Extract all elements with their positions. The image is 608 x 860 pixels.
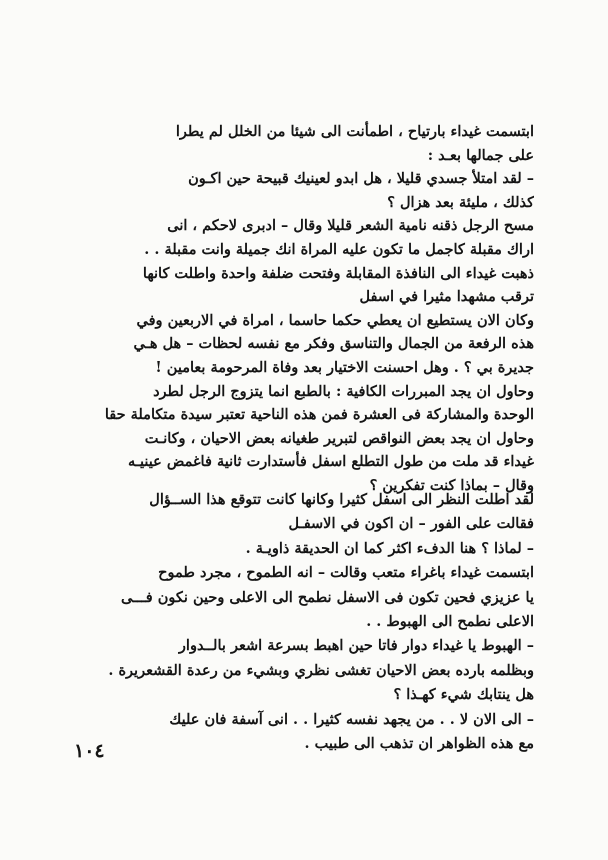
text-line: مع هذه الظواهر ان تذهب الى طبيب . <box>304 734 534 752</box>
text-line: الاعلى نطمح الى الهبوط . . <box>366 612 534 630</box>
text-line: وقال – بماذا كنت تفكرين ؟ <box>369 476 534 494</box>
text-line: وحاول ان يجد المبررات الكافية : بالطبع انما يتزوج الرجل لطرد <box>153 382 534 400</box>
text-line: ذهبت غيداء الى النافذة المقابلة وفتحت ضلفة واحدة واطلت كانها <box>142 264 534 282</box>
text-line: وكان الان يستطيع ان يعطي حكما حاسما ، امراة في الاربعين وفي <box>136 311 534 329</box>
text-line: وحاول ان يجد بعض النواقص لتبرير طغيانه بعض الاحيان ، وكانـت <box>144 429 534 447</box>
text-line: على جمالها بعـد : <box>427 146 534 164</box>
text-line: مسح الرجل ذقنه نامية الشعر قليلا وقال – ادبرى لاحكم ، انى <box>167 217 534 235</box>
text-line: – لماذا ؟ هنا الدفء اكثر كما ان الحديقة ذاويـة . <box>245 539 534 557</box>
text-line: هذه الرفعة من الجمال والتناسق وفكر مع نفسه لحظات – هل هـي <box>133 335 534 353</box>
text-line: غيداء قد ملت من طول التطلع اسفل فأستدارت ثانية فاغمض عينيـه <box>127 453 534 471</box>
text-line: – لقد امتلأ جسدي قليلا ، هل ابدو لعينيك قبيحة حين اكـون <box>188 170 534 188</box>
text-line: – الهبوط يا غيداء دوار فاتا حين اهبط بسرعة اشعر بالــدوار <box>178 637 534 655</box>
text-line: وبظلمه بارده بعض الاحيان تغشى نظري وبشيء من رعدة القشعريرة . <box>108 661 534 679</box>
page-number: ١٠٤ <box>74 740 105 762</box>
text-line: لقد اطلت النظر الى اسفل كثيرا وكانها كانت تتوقع هذا الســؤال <box>149 491 534 508</box>
text-line: الوحدة والمشاركة فى العشرة فمن هذه الناحية تعتبر سيدة متكاملة حقا <box>104 406 534 424</box>
text-line: ترقب مشهدا مثيرا في اسفل <box>359 288 534 306</box>
text-line: فقالت على الفور – ان اكون في الاسفـل <box>288 515 534 533</box>
text-line: ابتسمت غيداء باغراء متعب وقالت – انه الطموح ، مجرد طموح <box>158 564 534 582</box>
text-line: جديرة بي ؟ . وهل احسنت الاختيار بعد وفاة المرحومة بعامين ! <box>155 358 534 376</box>
text-line: ابتسمت غيداء بارتياح ، اطمأنت الى شيئا من الخلل لم يطرا <box>175 123 534 140</box>
text-block-upper <box>86 120 534 498</box>
text-block-lower <box>86 488 534 756</box>
text-line: – الى الان لا . . من يجهد نفسه كثيرا . . انى آسفة فان عليك <box>169 710 534 728</box>
text-line: هل ينتابك شيء كهـذا ؟ <box>393 686 534 704</box>
text-line: كذلك ، مليئة بعد هزال ؟ <box>387 193 534 211</box>
text-line: يا عزيزي فحين تكون فى الاسفل نطمح الى الاعلى وحين نكون فـــى <box>120 588 534 606</box>
text-line: اراك مقبلة كاجمل ما تكون عليه المراة انك جميلة وانت مقبلة . . <box>144 240 534 258</box>
